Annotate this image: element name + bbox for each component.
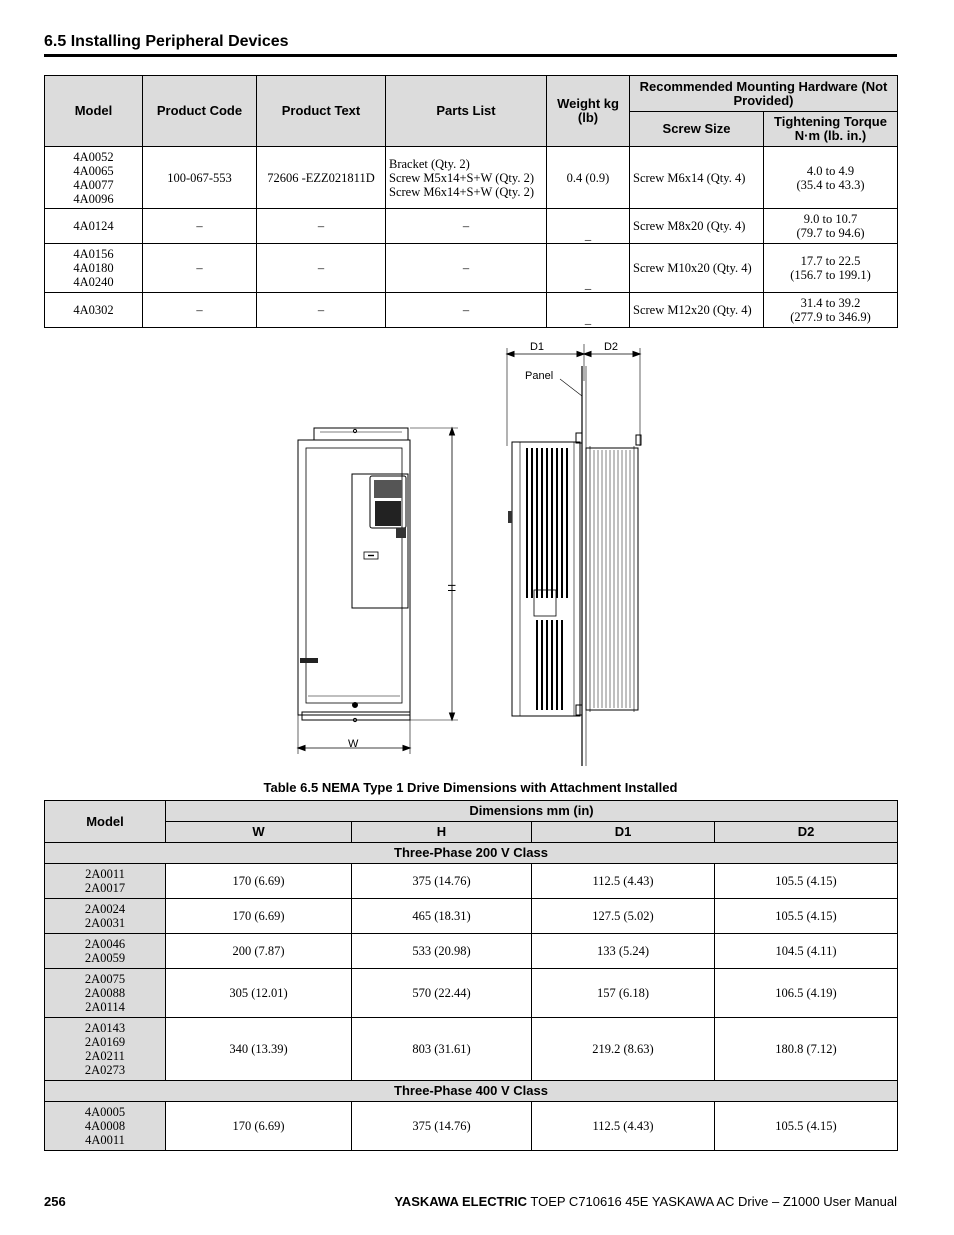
d1-cell: 219.2 (8.63) <box>532 1018 715 1081</box>
d1-cell: 112.5 (4.43) <box>532 1102 715 1151</box>
screw-size-cell: Screw M6x14 (Qty. 4) <box>630 147 764 209</box>
w-cell: 170 (6.69) <box>166 864 352 899</box>
label-h: H <box>445 584 457 592</box>
label-d2: D2 <box>603 341 619 353</box>
torque-cell: 31.4 to 39.2 (277.9 to 346.9) <box>764 293 898 328</box>
front-view <box>298 428 458 754</box>
header-d2: D2 <box>715 822 898 843</box>
section-title: 6.5 Installing Peripheral Devices <box>44 33 289 50</box>
drive-dimension-drawing <box>290 336 660 768</box>
footer-manual <box>394 1194 897 1209</box>
d2-cell: 180.8 (7.12) <box>715 1018 898 1081</box>
heatsink-fins <box>594 450 630 708</box>
product-code-cell: – <box>143 209 257 244</box>
product-text-cell: – <box>257 209 386 244</box>
h-cell: 375 (14.76) <box>352 864 532 899</box>
table-row <box>45 147 898 209</box>
table-row <box>45 244 898 293</box>
header-dimensions: Dimensions mm (in) <box>166 801 898 822</box>
table-row <box>45 969 898 1018</box>
model-cell: 2A0024 2A0031 <box>45 899 166 934</box>
parts-list-cell: Bracket (Qty. 2) Screw M5x14+S+W (Qty. 2) Screw M6x14+S+W (Qty. 2) <box>386 147 547 209</box>
w-cell: 305 (12.01) <box>166 969 352 1018</box>
torque-cell: 17.7 to 22.5 (156.7 to 199.1) <box>764 244 898 293</box>
d1-cell: 157 (6.18) <box>532 969 715 1018</box>
screw-size-cell: Screw M10x20 (Qty. 4) <box>630 244 764 293</box>
product-text-cell: – <box>257 244 386 293</box>
h-cell: 533 (20.98) <box>352 934 532 969</box>
product-code-cell: 100-067-553 <box>143 147 257 209</box>
header-product-text: Product Text <box>257 76 386 147</box>
model-cell: 4A0302 <box>45 293 143 328</box>
d1-cell: 112.5 (4.43) <box>532 864 715 899</box>
weight-cell: _ <box>547 293 630 328</box>
mounting-hardware-table <box>44 75 898 328</box>
front-unit-vents <box>526 448 568 710</box>
model-cell: 4A0005 4A0008 4A0011 <box>45 1102 166 1151</box>
table-row <box>45 209 898 244</box>
w-cell: 340 (13.39) <box>166 1018 352 1081</box>
label-d1: D1 <box>529 341 545 353</box>
footer-brand: YASKAWA ELECTRIC <box>394 1194 527 1209</box>
header-h: H <box>352 822 532 843</box>
h-cell: 803 (31.61) <box>352 1018 532 1081</box>
header-torque: Tightening Torque N·m (lb. in.) <box>764 112 898 147</box>
latch <box>300 658 318 663</box>
label-panel: Panel <box>525 370 554 382</box>
weight-cell: 0.4 (0.9) <box>547 147 630 209</box>
h-cell: 375 (14.76) <box>352 1102 532 1151</box>
screw-size-cell: Screw M12x20 (Qty. 4) <box>630 293 764 328</box>
section-rule <box>44 54 897 57</box>
h-cell: 465 (18.31) <box>352 899 532 934</box>
d2-cell: 105.5 (4.15) <box>715 864 898 899</box>
header-product-code: Product Code <box>143 76 257 147</box>
header-model: Model <box>45 76 143 147</box>
class-row-200v: Three-Phase 200 V Class <box>45 843 898 864</box>
header-weight: Weight kg (lb) <box>547 76 630 147</box>
dimensions-table <box>44 800 898 1151</box>
table-row <box>45 899 898 934</box>
class-row-400v: Three-Phase 400 V Class <box>45 1081 898 1102</box>
table-row <box>45 293 898 328</box>
header-w: W <box>166 822 352 843</box>
model-cell: 2A0011 2A0017 <box>45 864 166 899</box>
d1-cell: 127.5 (5.02) <box>532 899 715 934</box>
parts-list-cell: – <box>386 244 547 293</box>
d2-cell: 104.5 (4.11) <box>715 934 898 969</box>
product-text-cell: – <box>257 293 386 328</box>
w-cell: 200 (7.87) <box>166 934 352 969</box>
weight-cell: _ <box>547 244 630 293</box>
table-caption: Table 6.5 NEMA Type 1 Drive Dimensions with Attachment Installed <box>263 780 678 795</box>
model-cell: 2A0046 2A0059 <box>45 934 166 969</box>
product-code-cell: – <box>143 244 257 293</box>
d2-cell: 106.5 (4.19) <box>715 969 898 1018</box>
d2-cell: 105.5 (4.15) <box>715 1102 898 1151</box>
header-screw-size: Screw Size <box>630 112 764 147</box>
page-number: 256 <box>44 1194 66 1209</box>
screw-size-cell: Screw M8x20 (Qty. 4) <box>630 209 764 244</box>
weight-cell: _ <box>547 209 630 244</box>
model-cell: 4A0052 4A0065 4A0077 4A0096 <box>45 147 143 209</box>
model-cell: 2A0075 2A0088 2A0114 <box>45 969 166 1018</box>
model-cell: 4A0156 4A0180 4A0240 <box>45 244 143 293</box>
d2-cell: 105.5 (4.15) <box>715 899 898 934</box>
d1-cell: 133 (5.24) <box>532 934 715 969</box>
parts-list-cell: – <box>386 209 547 244</box>
header-d1: D1 <box>532 822 715 843</box>
product-code-cell: – <box>143 293 257 328</box>
table-row <box>45 1102 898 1151</box>
parts-list-cell: – <box>386 293 547 328</box>
header-model: Model <box>45 801 166 843</box>
header-hardware-group: Recommended Mounting Hardware (Not Provided) <box>630 76 898 112</box>
model-cell: 2A0143 2A0169 2A0211 2A0273 <box>45 1018 166 1081</box>
table-row <box>45 1018 898 1081</box>
table-row <box>45 934 898 969</box>
product-text-cell: 72606 -EZZ021811D <box>257 147 386 209</box>
model-cell: 4A0124 <box>45 209 143 244</box>
label-w: W <box>348 738 359 750</box>
torque-cell: 9.0 to 10.7 (79.7 to 94.6) <box>764 209 898 244</box>
header-parts-list: Parts List <box>386 76 547 147</box>
top-bracket <box>314 428 408 440</box>
torque-cell: 4.0 to 4.9 (35.4 to 43.3) <box>764 147 898 209</box>
table-row <box>45 864 898 899</box>
w-cell: 170 (6.69) <box>166 1102 352 1151</box>
footer-manual-title: TOEP C710616 45E YASKAWA AC Drive – Z1000 User Manual <box>530 1194 897 1209</box>
w-cell: 170 (6.69) <box>166 899 352 934</box>
h-cell: 570 (22.44) <box>352 969 532 1018</box>
